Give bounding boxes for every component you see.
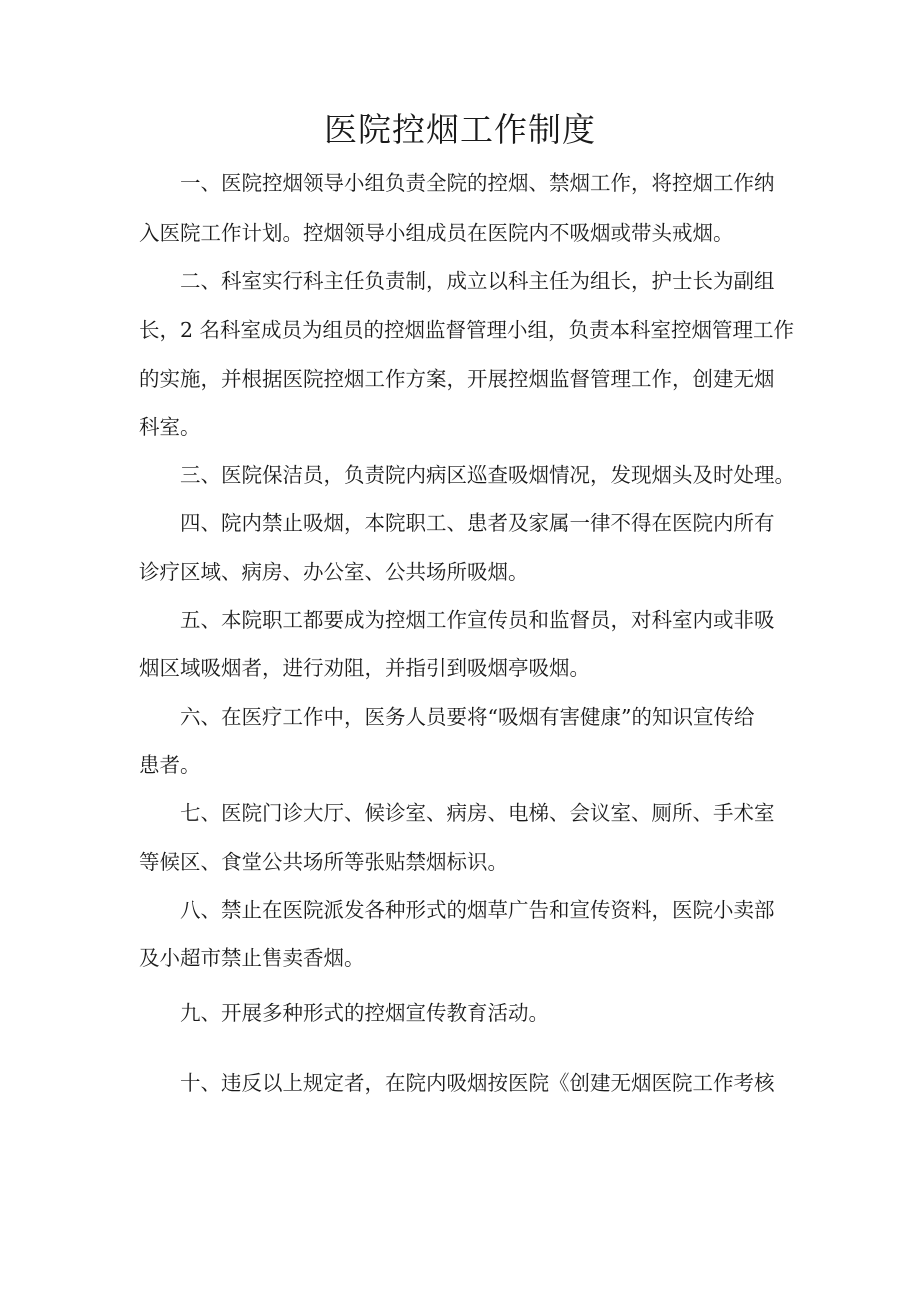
paragraph-line: 的实施，并根据医院控烟工作方案，开展控烟监督管理工作，创建无烟 (139, 367, 775, 391)
paragraph-line: 六、在医疗工作中，医务人员要将“吸烟有害健康”的知识宣传给 (180, 705, 755, 729)
paragraph-line: 患者。 (139, 753, 201, 777)
paragraph-line: 等候区、食堂公共场所等张贴禁烟标识。 (139, 850, 508, 874)
paragraph-line: 四、院内禁止吸烟，本院职工、患者及家属一律不得在医院内所有 (180, 511, 775, 535)
paragraph-line: 长，2 名科室成员为组员的控烟监督管理小组，负责本科室控烟管理工作 (139, 318, 795, 342)
paragraph-line: 八、禁止在医院派发各种形式的烟草广告和宣传资料，医院小卖部 (180, 898, 775, 922)
paragraph-line: 烟区域吸烟者，进行劝阻，并指引到吸烟亭吸烟。 (139, 656, 590, 680)
paragraph-line: 一、医院控烟领导小组负责全院的控烟、禁烟工作，将控烟工作纳 (180, 171, 775, 195)
paragraph-line: 科室。 (139, 415, 201, 439)
paragraph-line: 三、医院保洁员，负责院内病区巡查吸烟情况，发现烟头及时处理。 (180, 463, 795, 487)
paragraph-line: 入医院工作计划。控烟领导小组成员在医院内不吸烟或带头戒烟。 (139, 221, 734, 245)
paragraph-line: 及小超市禁止售卖香烟。 (139, 946, 365, 970)
paragraph-line: 十、违反以上规定者，在院内吸烟按医院《创建无烟医院工作考核 (180, 1071, 775, 1095)
paragraph-line: 诊疗区域、病房、办公室、公共场所吸烟。 (139, 560, 529, 584)
document-title: 医院控烟工作制度 (324, 110, 596, 149)
paragraph-line: 九、开展多种形式的控烟宣传教育活动。 (180, 1001, 549, 1025)
paragraph-line: 七、医院门诊大厅、候诊室、病房、电梯、会议室、厕所、手术室 (180, 801, 775, 825)
paragraph-line: 五、本院职工都要成为控烟工作宣传员和监督员，对科室内或非吸 (180, 608, 775, 632)
paragraph-line: 二、科室实行科主任负责制，成立以科主任为组长，护士长为副组 (180, 269, 775, 293)
